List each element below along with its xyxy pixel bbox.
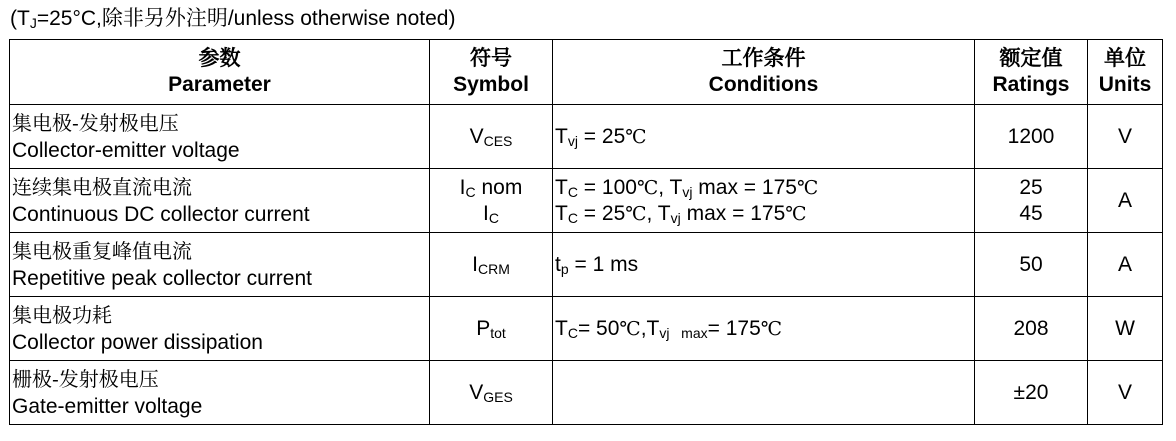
note-subscript: J [29, 15, 37, 31]
symbol-subscript: C [488, 209, 499, 226]
parameter-name-zh: 集电极-发射极电压 [12, 110, 179, 135]
header-units [1088, 40, 1163, 105]
unit-cell: W [1088, 297, 1163, 361]
note-prefix: (T [10, 7, 30, 30]
condition-value: = 100 [577, 175, 637, 199]
symbol-cell [430, 297, 553, 361]
rating-value-2: 45 [1019, 201, 1043, 225]
symbol-suffix: nom [475, 175, 523, 199]
note-text: =25°C,除非另外注明/unless otherwise noted) [36, 7, 456, 30]
condition-subscript-max: max [681, 324, 708, 341]
header-conditions-en: Conditions [708, 73, 819, 96]
condition-line-1 [555, 175, 974, 201]
parameter-name-zh: 集电极功耗 [12, 302, 112, 327]
condition-subscript: p [560, 260, 569, 277]
condition-subscript: C [567, 324, 578, 341]
table-row [10, 169, 1163, 233]
parameter-name-en: Gate-emitter voltage [12, 394, 203, 418]
condition-degree: ℃ [785, 202, 807, 225]
header-parameter-zh: 参数 [198, 47, 241, 70]
condition-degree: ℃ [625, 125, 647, 148]
header-conditions-zh: 工作条件 [721, 47, 806, 70]
parameter-name-zh: 集电极重复峰值电流 [12, 238, 192, 263]
symbol-line-1 [430, 175, 552, 201]
symbol-subscript: tot [490, 324, 506, 341]
parameter-name-en: Continuous DC collector current [12, 202, 310, 226]
header-parameter-en: Parameter [168, 73, 271, 96]
symbol-subscript: CES [483, 132, 513, 149]
header-symbol-en: Symbol [453, 73, 529, 96]
rating-cell [975, 169, 1088, 233]
symbol-subscript: GES [483, 388, 513, 405]
condition-t: T [555, 201, 568, 225]
header-parameter [10, 40, 430, 105]
header-conditions [553, 40, 975, 105]
header-units-en: Units [1098, 73, 1152, 96]
symbol-base: V [469, 380, 484, 404]
symbol-base: V [469, 124, 484, 148]
condition-degree: ℃ [619, 317, 641, 340]
rating-cell: ±20 [975, 361, 1088, 425]
table-row [10, 361, 1163, 425]
table-header-row [10, 40, 1163, 105]
condition-separator: , T [658, 175, 683, 199]
header-ratings-en: Ratings [992, 73, 1070, 96]
condition-cell [553, 233, 975, 297]
condition-degree: ℃ [636, 176, 659, 199]
condition-t: T [555, 175, 568, 199]
unit-cell: V [1088, 105, 1163, 169]
ratings-table [9, 39, 1163, 425]
unit-cell: A [1088, 233, 1163, 297]
symbol-base: I [483, 201, 489, 225]
condition-separator: ,T [640, 316, 660, 340]
symbol-subscript: CRM [477, 260, 510, 277]
condition-t: T [555, 124, 568, 148]
condition-degree: ℃ [625, 202, 647, 225]
symbol-base: P [476, 316, 491, 340]
symbol-cell [430, 233, 553, 297]
parameter-cell [10, 297, 430, 361]
condition-t: t [555, 252, 561, 276]
parameter-name-zh: 连续集电极直流电流 [12, 174, 192, 199]
condition-value: = 25 [577, 201, 626, 225]
header-ratings-zh: 额定值 [999, 47, 1063, 70]
condition-subscript: vj [670, 209, 681, 226]
symbol-base: I [459, 175, 466, 199]
condition-cell [553, 361, 975, 425]
rating-value-1: 25 [1019, 175, 1043, 199]
condition-subscript: C [567, 209, 578, 226]
symbol-base: I [472, 252, 478, 276]
table-row [10, 233, 1163, 297]
condition-value: = 1 ms [568, 252, 639, 276]
symbol-subscript: C [465, 183, 476, 200]
unit-cell: V [1088, 361, 1163, 425]
symbol-cell [430, 105, 553, 169]
parameter-name-en: Collector power dissipation [12, 330, 263, 354]
condition-value: = 175 [707, 316, 761, 340]
condition-value: = 50 [577, 316, 620, 340]
parameter-name-en: Collector-emitter voltage [12, 138, 240, 162]
condition-subscript: vj [659, 324, 670, 341]
condition-subscript: vj [567, 132, 578, 149]
condition-separator: , T [646, 201, 671, 225]
conditions-note [10, 6, 455, 32]
condition-cell [553, 105, 975, 169]
parameter-cell [10, 105, 430, 169]
unit-cell: A [1088, 169, 1163, 233]
parameter-name-en: Repetitive peak collector current [12, 266, 312, 290]
parameter-cell [10, 233, 430, 297]
symbol-line-2 [430, 201, 552, 227]
condition-value: = 25 [577, 124, 626, 148]
condition-value: max = 175 [680, 201, 786, 225]
header-symbol-zh: 符号 [470, 47, 512, 70]
rating-cell: 50 [975, 233, 1088, 297]
parameter-cell [10, 169, 430, 233]
symbol-cell [430, 169, 553, 233]
rating-cell: 208 [975, 297, 1088, 361]
condition-t: T [555, 316, 568, 340]
table-row [10, 105, 1163, 169]
header-units-zh: 单位 [1104, 47, 1146, 70]
condition-cell [553, 297, 975, 361]
parameter-cell [10, 361, 430, 425]
header-symbol [430, 40, 553, 105]
condition-subscript: C [567, 183, 578, 200]
condition-degree: ℃ [760, 317, 783, 340]
condition-degree: ℃ [796, 176, 819, 199]
symbol-cell [430, 361, 553, 425]
condition-line-2 [555, 201, 974, 227]
table-row [10, 297, 1163, 361]
condition-cell [553, 169, 975, 233]
condition-value: max = 175 [692, 175, 797, 199]
parameter-name-zh: 栅极-发射极电压 [12, 366, 159, 391]
condition-subscript: vj [682, 183, 693, 200]
header-ratings [975, 40, 1088, 105]
rating-cell: 1200 [975, 105, 1088, 169]
